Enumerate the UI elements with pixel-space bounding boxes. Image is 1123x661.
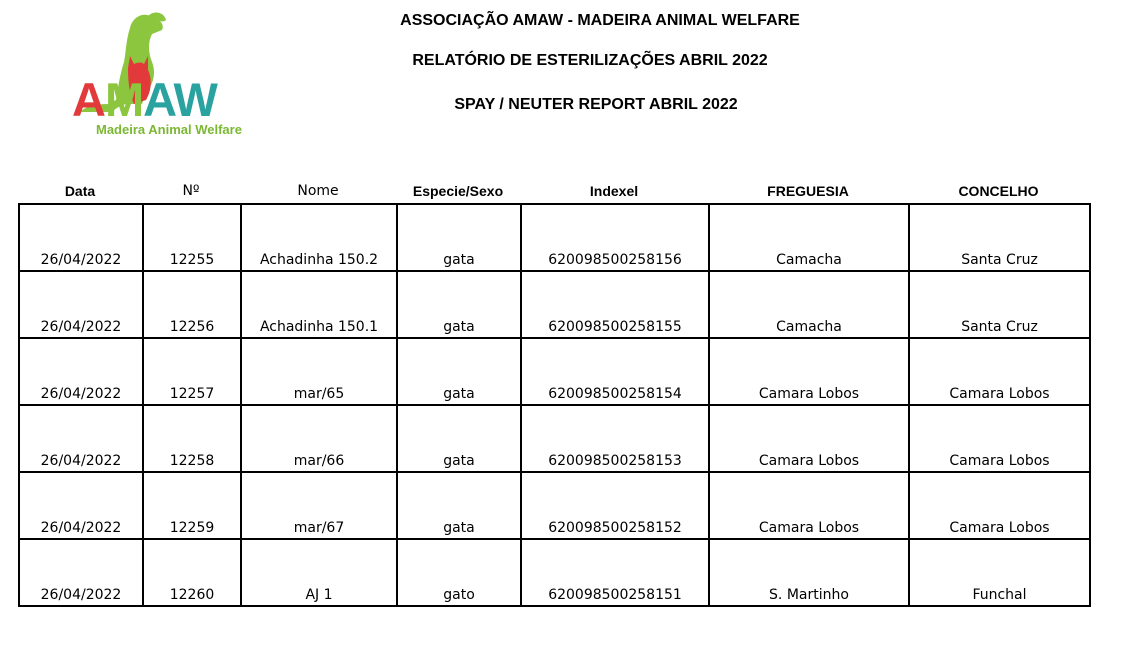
cell-freguesia: Camara Lobos <box>709 405 909 472</box>
column-header-data: Data <box>64 183 96 199</box>
cell-concelho: Funchal <box>909 539 1090 606</box>
cell-indexel: 620098500258156 <box>521 204 709 271</box>
cell-concelho: Santa Cruz <box>909 204 1090 271</box>
cell-numero: 12258 <box>143 405 241 472</box>
cell-nome: AJ 1 <box>241 539 397 606</box>
cell-especie-sexo: gata <box>397 204 521 271</box>
cell-nome: mar/65 <box>241 338 397 405</box>
cell-data: 26/04/2022 <box>19 405 143 472</box>
table-row <box>19 472 1090 539</box>
cell-data: 26/04/2022 <box>19 271 143 338</box>
report-title-pt: RELATÓRIO DE ESTERILIZAÇÕES ABRIL 2022 <box>412 52 768 69</box>
cell-concelho: Camara Lobos <box>909 338 1090 405</box>
table-row <box>19 338 1090 405</box>
cell-numero: 12260 <box>143 539 241 606</box>
cell-especie-sexo: gata <box>397 338 521 405</box>
cell-data: 26/04/2022 <box>19 539 143 606</box>
cell-freguesia: S. Martinho <box>709 539 909 606</box>
logo-tagline <box>96 122 242 137</box>
cell-numero: 12259 <box>143 472 241 539</box>
report-title-en: SPAY / NEUTER REPORT ABRIL 2022 <box>454 96 738 113</box>
cell-numero: 12257 <box>143 338 241 405</box>
cell-indexel: 620098500258154 <box>521 338 709 405</box>
cell-freguesia: Camacha <box>709 271 909 338</box>
amaw-logo <box>72 8 258 140</box>
cell-especie-sexo: gata <box>397 271 521 338</box>
table-row <box>19 271 1090 338</box>
cell-especie-sexo: gata <box>397 472 521 539</box>
cell-especie-sexo: gato <box>397 539 521 606</box>
cell-data: 26/04/2022 <box>19 338 143 405</box>
cell-freguesia: Camacha <box>709 204 909 271</box>
cell-numero: 12256 <box>143 271 241 338</box>
cell-nome: mar/67 <box>241 472 397 539</box>
sterilization-table <box>18 203 1091 607</box>
column-header-nome: Nome <box>297 183 339 199</box>
association-title: ASSOCIAÇÃO AMAW - MADEIRA ANIMAL WELFARE <box>400 12 800 29</box>
logo-letters: AMAW <box>72 73 217 126</box>
table-row <box>19 539 1090 606</box>
cell-indexel: 620098500258151 <box>521 539 709 606</box>
cell-freguesia: Camara Lobos <box>709 472 909 539</box>
cell-freguesia: Camara Lobos <box>709 338 909 405</box>
column-header-indexel: Indexel <box>589 183 639 199</box>
cell-nome: mar/66 <box>241 405 397 472</box>
cell-nome: Achadinha 150.1 <box>241 271 397 338</box>
column-header-freguesia: FREGUESIA <box>767 183 849 199</box>
cell-data: 26/04/2022 <box>19 472 143 539</box>
cell-concelho: Camara Lobos <box>909 405 1090 472</box>
cell-indexel: 620098500258152 <box>521 472 709 539</box>
column-header-especie-sexo: Especie/Sexo <box>412 183 504 199</box>
table-row <box>19 405 1090 472</box>
cell-especie-sexo: gata <box>397 405 521 472</box>
column-header-numero: Nº <box>182 183 200 199</box>
cell-indexel: 620098500258153 <box>521 405 709 472</box>
cell-nome: Achadinha 150.2 <box>241 204 397 271</box>
cell-indexel: 620098500258155 <box>521 271 709 338</box>
cell-data: 26/04/2022 <box>19 204 143 271</box>
logo-tagline-text: Madeira Animal Welfare <box>96 122 242 137</box>
cell-concelho: Santa Cruz <box>909 271 1090 338</box>
cell-concelho: Camara Lobos <box>909 472 1090 539</box>
table-row <box>19 204 1090 271</box>
cell-numero: 12255 <box>143 204 241 271</box>
column-header-concelho: CONCELHO <box>958 183 1039 199</box>
